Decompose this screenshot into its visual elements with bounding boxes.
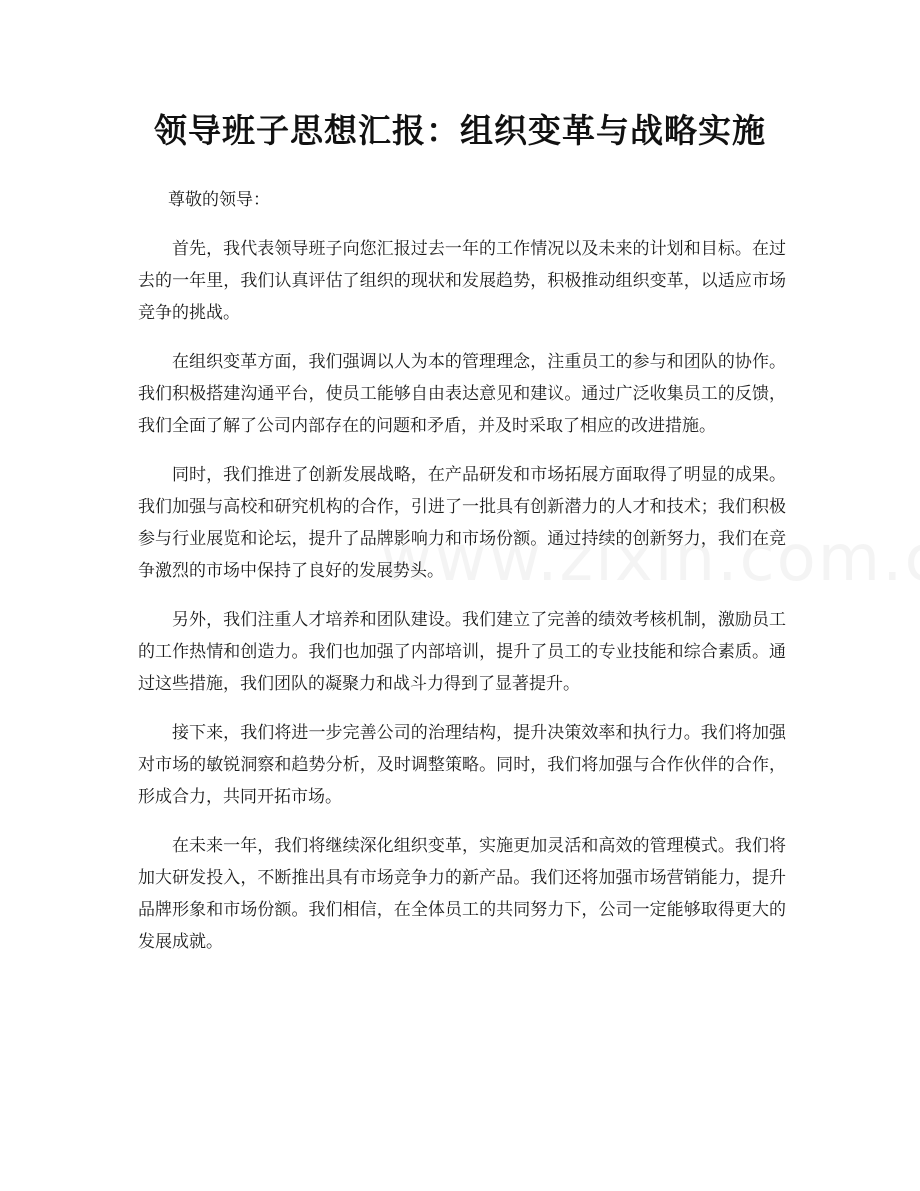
paragraph-4: 另外，我们注重人才培养和团队建设。我们建立了完善的绩效考核机制，激励员工的工作热情和创造力。我们也加强了内部培训，提升了员工的专业技能和综合素质。通过这些措施，我们团队的凝聚力和战斗力得到了显著提升。 bbox=[138, 610, 786, 694]
document-title: 领导班子思想汇报：组织变革与战略实施 bbox=[154, 111, 766, 150]
paragraph-6: 在未来一年，我们将继续深化组织变革，实施更加灵活和高效的管理模式。我们将加大研发投入，不断推出具有市场竞争力的新产品。我们还将加强市场营销能力，提升品牌形象和市场份额。我们相信，在全体员工的共同努力下，公司一定能够取得更大的发展成就。 bbox=[138, 836, 786, 952]
paragraph-5: 接下来，我们将进一步完善公司的治理结构，提升决策效率和执行力。我们将加强对市场的敏锐洞察和趋势分析，及时调整策略。同时，我们将加强与合作伙伴的合作，形成合力，共同开拓市场。 bbox=[138, 723, 786, 807]
paragraph-2: 在组织变革方面，我们强调以人为本的管理理念，注重员工的参与和团队的协作。我们积极搭建沟通平台，使员工能够自由表达意见和建议。通过广泛收集员工的反馈，我们全面了解了公司内部存在的问题和矛盾，并及时采取了相应的改进措施。 bbox=[138, 352, 786, 436]
document-body bbox=[138, 184, 786, 975]
paragraph-3: 同时，我们推进了创新发展战略，在产品研发和市场拓展方面取得了明显的成果。我们加强与高校和研究机构的合作，引进了一批具有创新潜力的人才和技术；我们积极参与行业展览和论坛，提升了品牌影响力和市场份额。通过持续的创新努力，我们在竞争激烈的市场中保持了良好的发展势头。 bbox=[138, 465, 786, 581]
salutation: 尊敬的领导： bbox=[168, 190, 270, 210]
paragraph-1: 首先，我代表领导班子向您汇报过去一年的工作情况以及未来的计划和目标。在过去的一年里，我们认真评估了组织的现状和发展趋势，积极推动组织变革，以适应市场竞争的挑战。 bbox=[138, 239, 786, 323]
